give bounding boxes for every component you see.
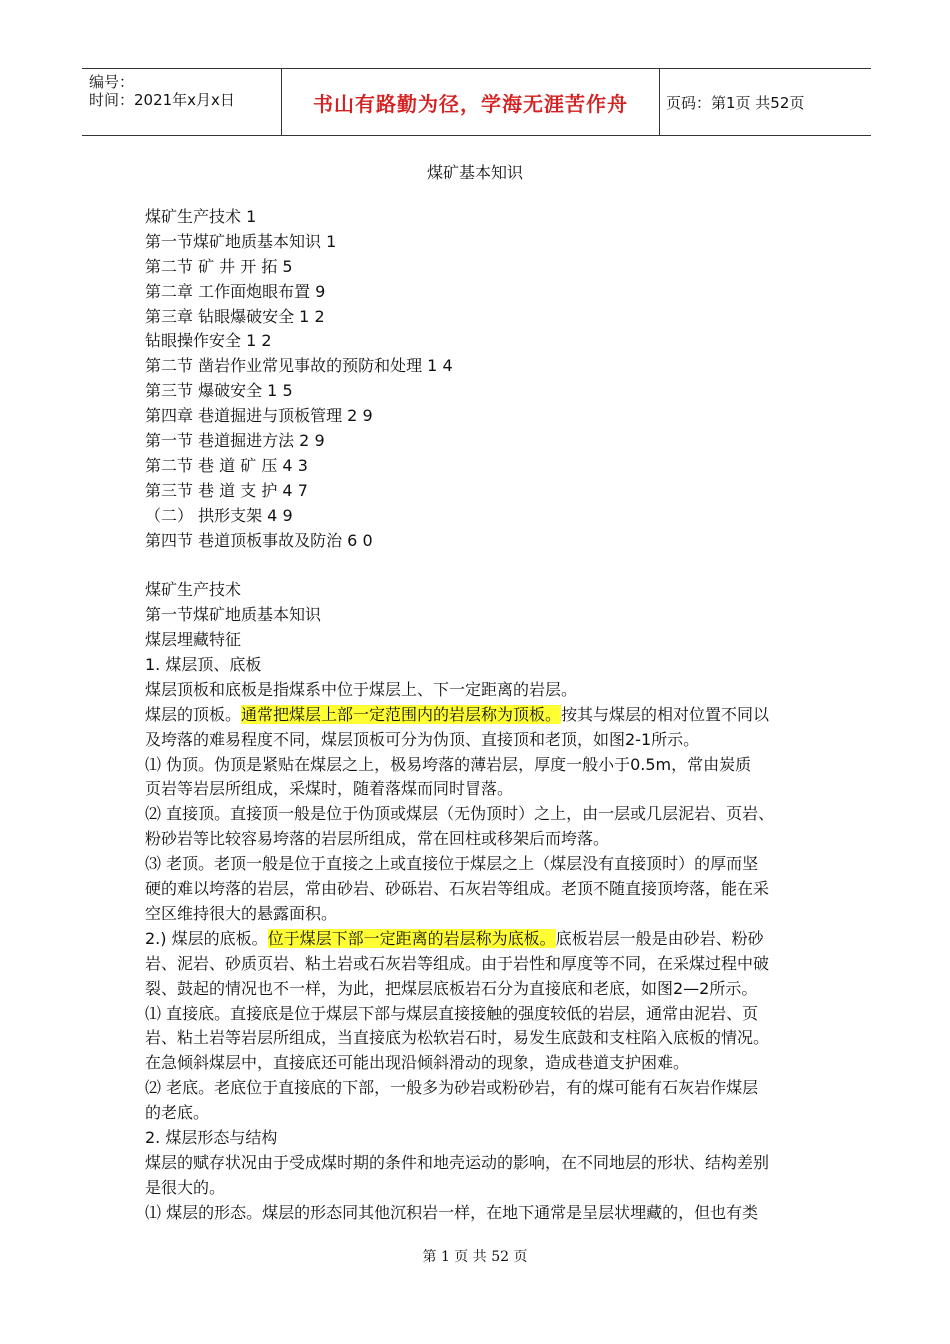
date-label: 时间：2021年x月x日	[89, 91, 235, 109]
text-line: 的老底。	[145, 1103, 210, 1123]
document-title: 煤矿基本知识	[426, 163, 523, 182]
motto-text: 书山有路勤为径，学海无涯苦作舟	[313, 91, 628, 116]
toc-entry: 第一节 巷道掘进方法 2 9	[145, 431, 325, 451]
highlighted-text: 通常把煤层上部一定范围内的岩层称为顶板。	[241, 704, 562, 724]
text-line: ⑶ 老顶。老顶一般是位于直接之上或直接位于煤层之上（煤层没有直接顶时）的厚而坚	[145, 854, 759, 874]
text-line: ⑵ 老底。老底位于直接底的下部，一般多为砂岩或粉砂岩，有的煤可能有石灰岩作煤层	[145, 1078, 759, 1098]
text-line: 硬的难以垮落的岩层，常由砂岩、砂砾岩、石灰岩等组成。老顶不随直接顶垮落，能在采	[145, 879, 770, 899]
toc-entry: 第二节 巷 道 矿 压 4 3	[145, 455, 308, 475]
subsection-heading: 1. 煤层顶、底板	[145, 655, 262, 675]
header-motto-cell	[282, 69, 660, 135]
header-left-cell	[82, 69, 282, 135]
highlighted-text: 位于煤层下部一定距离的岩层称为底板。	[267, 928, 556, 948]
text-line: 岩、泥岩、砂质页岩、粘土岩或石灰岩等组成。由于岩性和厚度等不同，在采煤过程中破	[145, 953, 770, 973]
toc-entry: 第四节 巷道顶板事故及防治 6 0	[145, 530, 373, 550]
number-label: 编号：	[89, 73, 135, 91]
toc-entry: 第二节 凿岩作业常见事故的预防和处理 1 4	[145, 356, 453, 376]
toc-entry: 钻眼操作安全 1 2	[145, 331, 272, 351]
subsection-heading: 2. 煤层形态与结构	[145, 1127, 278, 1147]
text-line	[145, 927, 810, 952]
blank-line	[145, 553, 810, 578]
toc-entry: 第三章 钻眼爆破安全 1 2	[145, 306, 325, 326]
toc-entry: 第二节 矿 井 开 拓 5	[145, 256, 293, 276]
text-line: 煤层顶板和底板是指煤系中位于煤层上、下一定距离的岩层。	[145, 679, 578, 699]
text-run: 煤层的顶板。	[145, 704, 242, 724]
text-line: 煤层的赋存状况由于受成煤时期的条件和地壳运动的影响，在不同地层的形状、结构差别	[145, 1152, 770, 1172]
document-body	[145, 205, 810, 1226]
text-line: 及垮落的难易程度不同，煤层顶板可分为伪顶、直接顶和老顶，如图2-1所示。	[145, 729, 700, 749]
toc-entry: （二） 拱形支架 4 9	[145, 505, 293, 525]
text-line: 裂、鼓起的情况也不一样，为此，把煤层底板岩石分为直接底和老底，如图2—2所示。	[145, 978, 758, 998]
text-run: 底板岩层一般是由砂岩、粉砂	[555, 928, 764, 948]
section-heading: 煤层埋藏特征	[145, 630, 242, 650]
text-line: ⑴ 伪顶。伪顶是紧贴在煤层之上，极易垮落的薄岩层，厚度一般小于0.5m，常由炭质	[145, 754, 752, 774]
text-line: 粉砂岩等比较容易垮落的岩层所组成，常在回柱或移架后而垮落。	[145, 829, 610, 849]
page-footer: 第 1 页 共 52 页	[422, 1249, 528, 1265]
text-line: 岩、粘土岩等岩层所组成，当直接底为松软岩石时，易发生底鼓和支柱陷入底板的情况。	[145, 1028, 770, 1048]
page-code: 页码：第1页 共52页	[666, 93, 805, 112]
text-line: ⑴ 直接底。直接底是位于煤层下部与煤层直接接触的强度较低的岩层，通常由泥岩、页	[145, 1003, 759, 1023]
header-table	[82, 68, 871, 136]
toc-entry: 第二章 工作面炮眼布置 9	[145, 281, 326, 301]
text-line: ⑵ 直接顶。直接顶一般是位于伪顶或煤层（无伪顶时）之上，由一层或几层泥岩、页岩、	[145, 804, 775, 824]
section-heading: 煤矿生产技术	[145, 580, 242, 600]
toc-entry: 煤矿生产技术 1	[145, 207, 257, 226]
text-line: 空区维持很大的悬露面积。	[145, 903, 338, 923]
header-page-cell	[660, 69, 871, 135]
text-line: 页岩等岩层所组成，采煤时，随着落煤而同时冒落。	[145, 779, 514, 799]
text-line: 在急倾斜煤层中，直接底还可能出现沿倾斜滑动的现象，造成巷道支护困难。	[145, 1053, 690, 1073]
toc-entry: 第三节 爆破安全 1 5	[145, 381, 293, 401]
toc-entry: 第三节 巷 道 支 护 4 7	[145, 480, 308, 500]
text-run: 按其与煤层的相对位置不同以	[561, 704, 770, 724]
text-line	[145, 703, 810, 728]
text-run: 2.) 煤层的底板。	[145, 928, 268, 948]
toc-entry: 第四章 巷道掘进与顶板管理 2 9	[145, 406, 373, 426]
text-line: ⑴ 煤层的形态。煤层的形态同其他沉积岩一样，在地下通常是呈层状埋藏的，但也有类	[145, 1202, 759, 1222]
toc-entry: 第一节煤矿地质基本知识 1	[145, 231, 337, 251]
section-heading: 第一节煤矿地质基本知识	[145, 605, 322, 625]
text-line: 是很大的。	[145, 1177, 226, 1197]
